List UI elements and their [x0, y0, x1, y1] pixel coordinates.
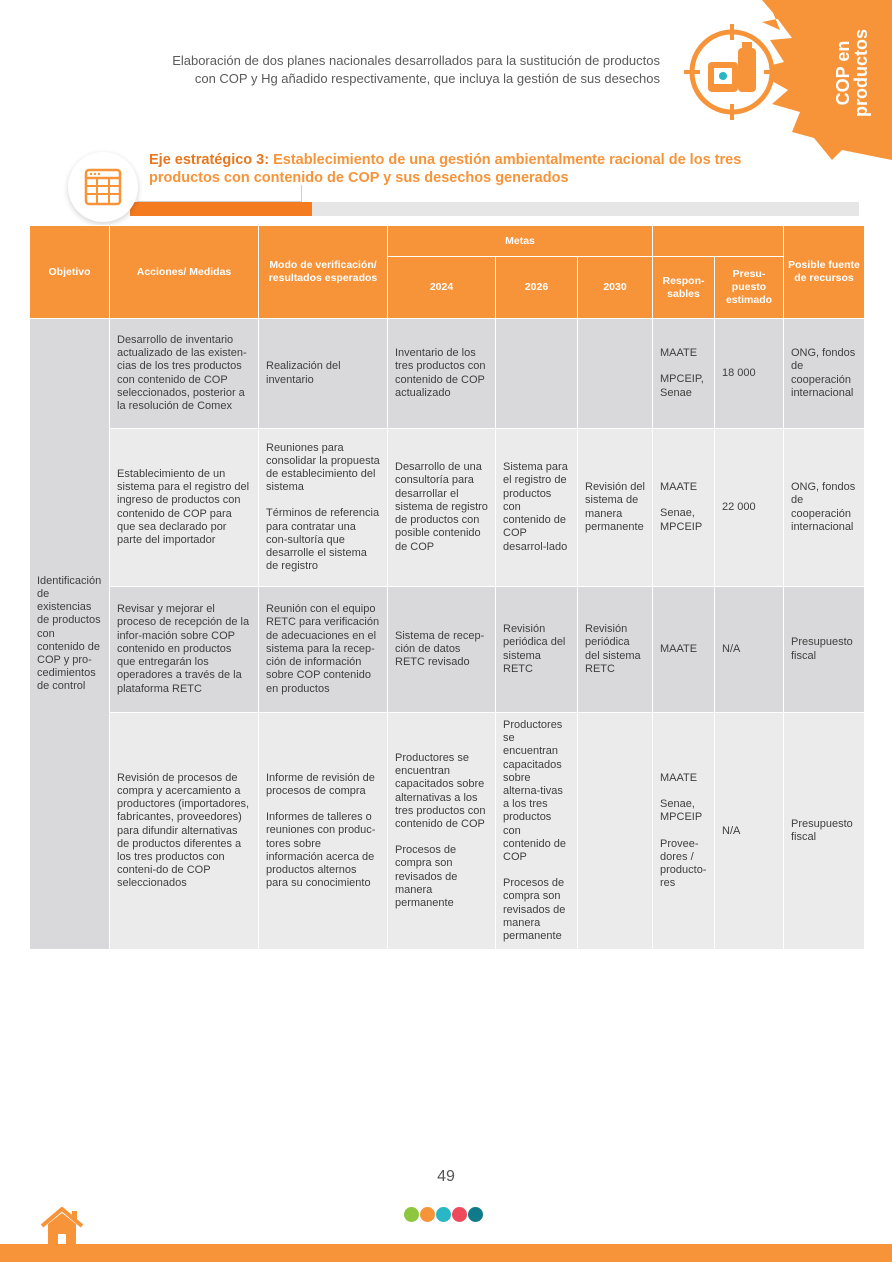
meta-2024-cell	[388, 713, 496, 950]
table-grid-icon	[84, 168, 122, 206]
responsable-text: Provee-dores / producto-res	[660, 837, 707, 890]
color-dot	[436, 1207, 451, 1222]
eje-title-text: Establecimiento de una gestión ambientalmente racional de los tres productos con contenido de COP y sus desechos generados	[149, 152, 742, 186]
meta-2030-cell	[578, 713, 653, 950]
modo-cell	[259, 587, 388, 713]
meta-text: Revisión periódica del sistema RETC	[585, 623, 641, 675]
header-metas: Metas	[388, 226, 653, 257]
meta-2026-cell	[496, 319, 578, 429]
cop-section-tab	[830, 18, 874, 128]
meta-2030-cell	[578, 429, 653, 587]
meta-2026-cell	[496, 429, 578, 587]
table-row	[30, 429, 865, 587]
modo-cell	[259, 713, 388, 950]
meta-text: Inventario de los tres productos con contenido de COP actualizado	[395, 347, 486, 399]
table-row	[30, 713, 865, 950]
header-line-1: Elaboración de dos planes nacionales desarrollados para la sustitución de productos	[172, 53, 660, 68]
modo-text: Reunión con el equipo RETC para verificación de adecuaciones en el sistema para la recep-ción de información sobre COP contenido en productos	[266, 603, 380, 695]
header-responsables: Respon-sables	[653, 257, 715, 319]
responsables-cell	[653, 587, 715, 713]
modo-text: Informes de talleres o reuniones con produc-tores sobre información acerca de productos alternos para su conocimiento	[266, 811, 376, 890]
meta-2024-cell	[388, 429, 496, 587]
table-row	[30, 319, 865, 429]
color-dot	[420, 1207, 435, 1222]
eje-icon-badge	[68, 152, 138, 222]
header-acciones: Acciones/ Medidas	[110, 226, 259, 319]
responsables-cell	[653, 429, 715, 587]
footer-bar	[0, 1244, 892, 1262]
meta-2024-cell	[388, 587, 496, 713]
tab-line-2: productos	[851, 29, 871, 117]
eje-connector-line	[137, 185, 302, 202]
accion-cell: Revisar y mejorar el proceso de recepción de la infor-mación sobre COP contenido en productos que entregarán los operadores a través de la plataforma RETC	[110, 587, 259, 713]
eje-lead: Eje estratégico 3:	[149, 152, 270, 168]
responsable-text: MAATE	[660, 347, 698, 360]
meta-text: Procesos de compra son revisados de manera permanente	[395, 844, 458, 910]
accion-cell: Establecimiento de un sistema para el registro del ingreso de productos con contenido de COP para que sea declarado por parte del importador	[110, 429, 259, 587]
header-2026: 2026	[496, 257, 578, 319]
accion-cell: Desarrollo de inventario actualizado de las existen-cias de los tres productos con contenido de COP seleccionados, posterior a la resolución de Comex	[110, 319, 259, 429]
presupuesto-cell: 18 000	[715, 319, 784, 429]
presupuesto-cell: N/A	[715, 713, 784, 950]
meta-2030-cell	[578, 319, 653, 429]
presupuesto-cell: 22 000	[715, 429, 784, 587]
home-icon[interactable]	[38, 1206, 86, 1246]
accion-cell: Revisión de procesos de compra y acercamiento a productores (importadores, fabricantes, proveedores) para difundir alternativas de productos diferentes a los tres productos con conteni-do de COP seleccionados	[110, 713, 259, 950]
meta-text: Revisión del sistema de manera permanente	[585, 481, 645, 533]
page-number: 49	[437, 1168, 455, 1185]
responsable-text: MAATE	[660, 642, 698, 655]
responsable-text: MPCEIP, Senae	[660, 373, 704, 399]
meta-text: Desarrollo de una consultoría para desarrollar el sistema de registro de productos con posible contenido de COP	[395, 461, 488, 553]
header-blank	[653, 226, 784, 257]
color-dot	[404, 1207, 419, 1222]
responsable-text: MAATE	[660, 481, 698, 494]
table-row	[30, 587, 865, 713]
modo-cell	[259, 429, 388, 587]
meta-text: Sistema para el registro de productos con contenido de COP desarrol-lado	[503, 461, 568, 553]
fuente-cell: Presupuesto fiscal	[784, 713, 865, 950]
meta-2026-cell	[496, 713, 578, 950]
responsables-cell	[653, 319, 715, 429]
fuente-cell: ONG, fondos de cooperación internacional	[784, 429, 865, 587]
cop-products-badge-icon	[684, 24, 780, 120]
presupuesto-cell: N/A	[715, 587, 784, 713]
color-dot	[468, 1207, 483, 1222]
meta-text: Procesos de compra son revisados de manera permanente	[503, 877, 566, 943]
eje-progress-fill	[130, 202, 312, 216]
tab-line-1: COP en	[833, 40, 853, 106]
header-2030: 2030	[578, 257, 653, 319]
action-plan-table	[29, 225, 865, 950]
modo-text: Términos de referencia para contratar una con-sultoría que desarrolle el sistema de registro	[266, 507, 380, 573]
meta-2026-cell	[496, 587, 578, 713]
header-fuente: Posible fuente de recursos	[784, 226, 865, 319]
modo-text: Reuniones para consolidar la propuesta de establecimiento del sistema	[266, 441, 380, 494]
header-presupuesto: Presu-puesto estimado	[715, 257, 784, 319]
responsable-text: Senae, MPCEIP	[660, 798, 703, 824]
meta-2024-cell	[388, 319, 496, 429]
meta-text: Productores se encuentran capacitados sobre alterna-tivas a los tres productos con contenido de COP	[503, 719, 566, 864]
meta-text: Revisión periódica del sistema RETC	[503, 623, 566, 675]
header-line-2: con COP y Hg añadido respectivamente, que incluya la gestión de sus desechos	[194, 71, 660, 86]
modo-text: Informe de revisión de procesos de compra	[266, 771, 375, 798]
responsable-text: Senae, MPCEIP	[660, 507, 703, 533]
meta-text: Productores se encuentran capacitados sobre alternativas a los tres productos con contenido de COP	[395, 752, 486, 831]
header-2024: 2024	[388, 257, 496, 319]
header-objetivo: Objetivo	[30, 226, 110, 319]
header-modo: Modo de verificación/ resultados esperados	[259, 226, 388, 319]
meta-2030-cell	[578, 587, 653, 713]
modo-cell	[259, 319, 388, 429]
eje-title	[149, 151, 799, 187]
responsable-text: MAATE	[660, 771, 698, 784]
objetivo-cell: Identificación de existencias de productos con contenido de COP y pro-cedimientos de control	[30, 319, 110, 950]
color-dot	[452, 1207, 467, 1222]
fuente-cell: Presupuesto fiscal	[784, 587, 865, 713]
meta-text: Sistema de recep-ción de datos RETC revisado	[395, 629, 485, 669]
fuente-cell: ONG, fondos de cooperación internacional	[784, 319, 865, 429]
document-header	[172, 52, 660, 88]
modo-text: Realización del inventario	[266, 360, 341, 386]
responsables-cell	[653, 713, 715, 950]
